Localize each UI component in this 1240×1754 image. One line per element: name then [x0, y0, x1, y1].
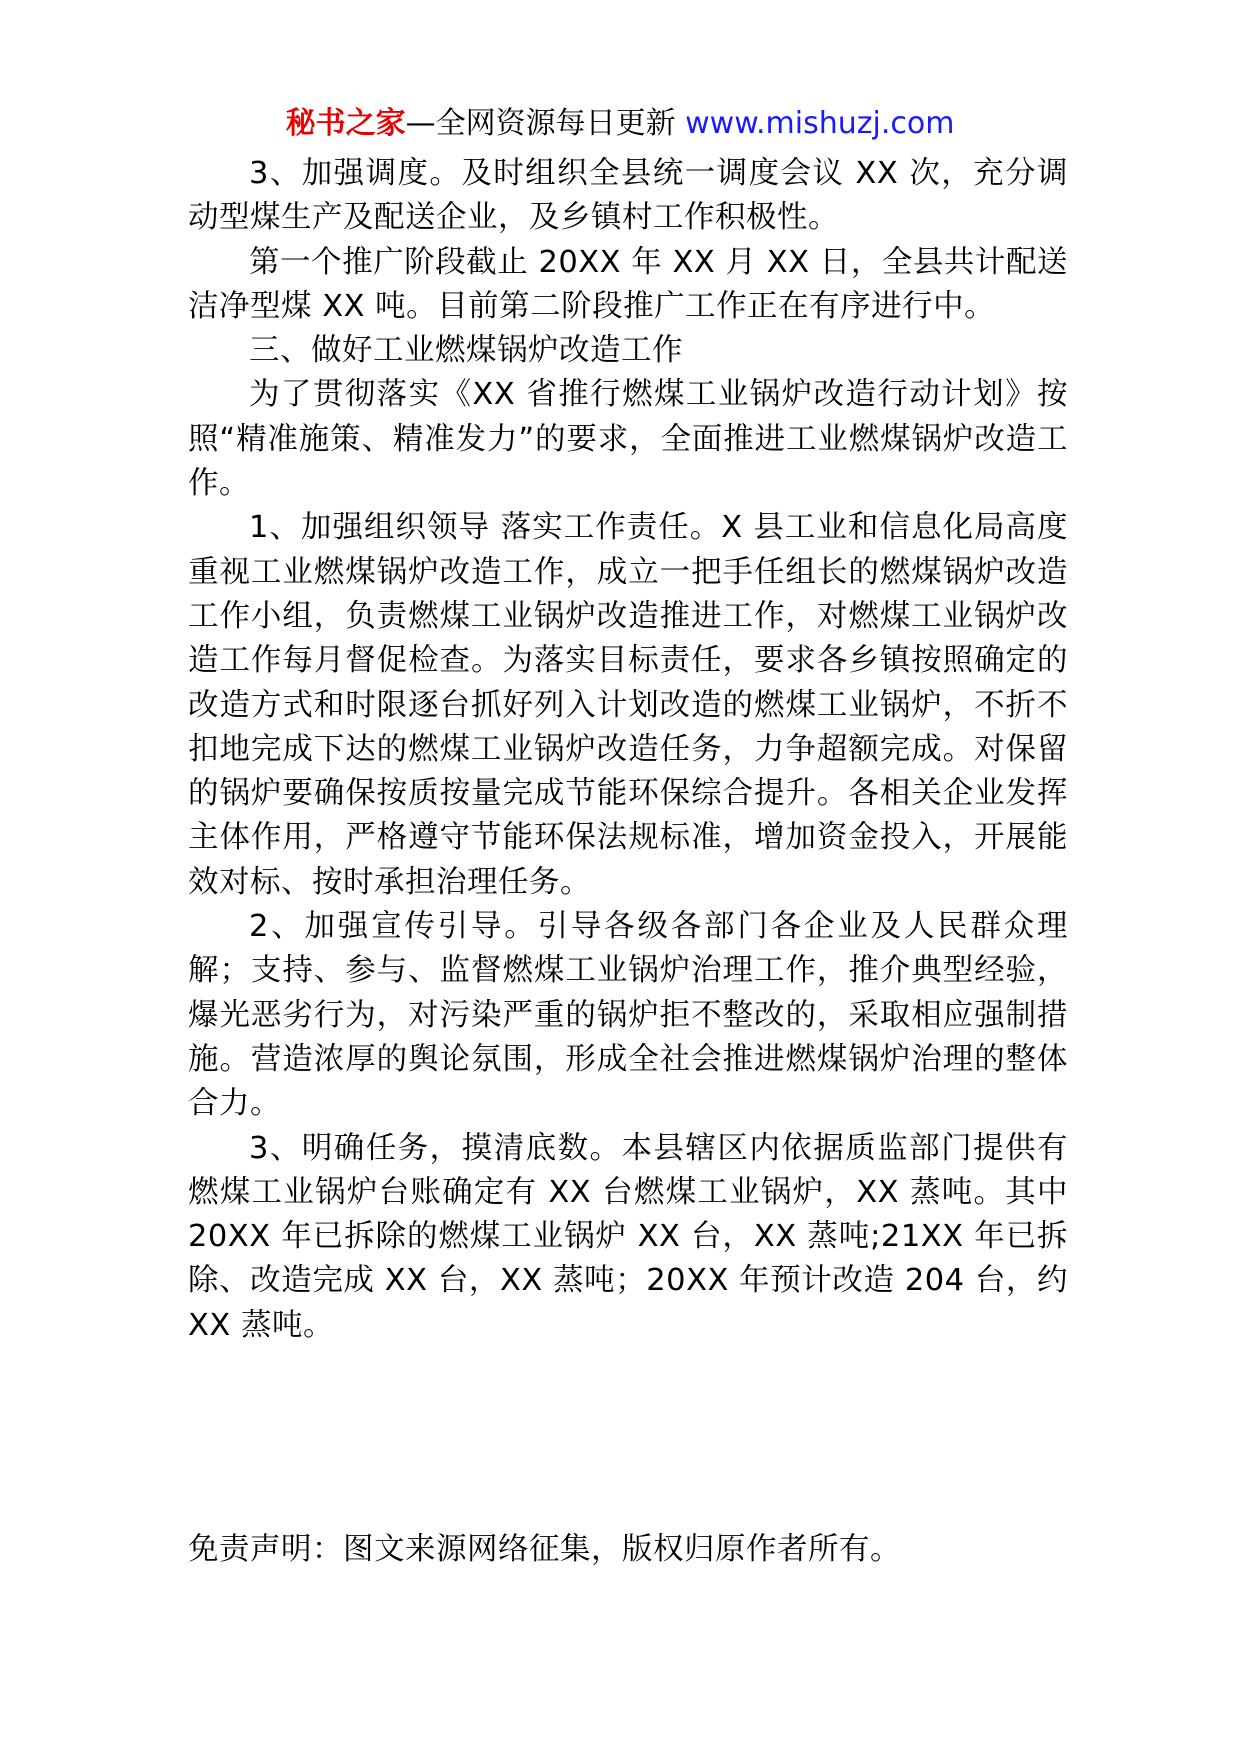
page-header [0, 104, 1240, 144]
paragraph-intro: 为了贯彻落实《XX 省推行燃煤工业锅炉改造行动计划》按照“精准施策、精准发力”的要求，全面推进工业燃煤锅炉改造工作。 [188, 377, 1068, 502]
section-heading-boiler: 三、做好工业燃煤锅炉改造工作 [249, 333, 683, 369]
paragraph-first-stage: 第一个推广阶段截止 20XX 年 XX 月 XX 日，全县共计配送洁净型煤 XX 吨。目前第二阶段推广工作正在有序进行中。 [188, 244, 1068, 324]
paragraph-publicity: 2、加强宣传引导。引导各级各部门各企业及人民群众理解；支持、参与、监督燃煤工业锅炉治理工作，推介典型经验，爆光恶劣行为，对污染严重的锅炉拒不整改的，采取相应强制措施。营造浓厚的舆论氛围，形成全社会推进燃煤锅炉治理的整体合力。 [188, 909, 1068, 1122]
site-slogan: —全网资源每日更新 [405, 106, 686, 141]
document-body [188, 152, 1068, 1348]
site-brand: 秘书之家 [285, 106, 406, 141]
disclaimer: 免责声明：图文来源网络征集，版权归原作者所有。 [188, 1532, 901, 1567]
paragraph-dispatch: 3、加强调度。及时组织全县统一调度会议 XX 次，充分调动型煤生产及配送企业，及乡镇村工作积极性。 [188, 156, 1068, 236]
paragraph-organization: 1、加强组织领导 落实工作责任。X 县工业和信息化局高度重视工业燃煤锅炉改造工作，成立一把手任组长的燃煤锅炉改造工作小组，负责燃煤工业锅炉改造推进工作，对燃煤工业锅炉改造工作每月督促检查。为落实目标责任，要求各乡镇按照确定的改造方式和时限逐台抓好列入计划改造的燃煤工业锅炉，不折不扣地完成下达的燃煤工业锅炉改造任务，力争超额完成。对保留的锅炉要确保按质按量完成节能环保综合提升。各相关企业发挥主体作用，严格遵守节能环保法规标准，增加资金投入，开展能效对标、按时承担治理任务。 [188, 510, 1068, 900]
site-url-link[interactable]: www.mishuzj.com [685, 106, 955, 141]
paragraph-tasks: 3、明确任务，摸清底数。本县辖区内依据质监部门提供有燃煤工业锅炉台账确定有 XX 台燃煤工业锅炉，XX 蒸吨。其中 20XX 年已拆除的燃煤工业锅炉 XX 台，XX 蒸吨;21XX 年已拆除、改造完成 XX 台，XX 蒸吨；20XX 年预计改造 204 台，约 XX 蒸吨。 [188, 1130, 1068, 1343]
